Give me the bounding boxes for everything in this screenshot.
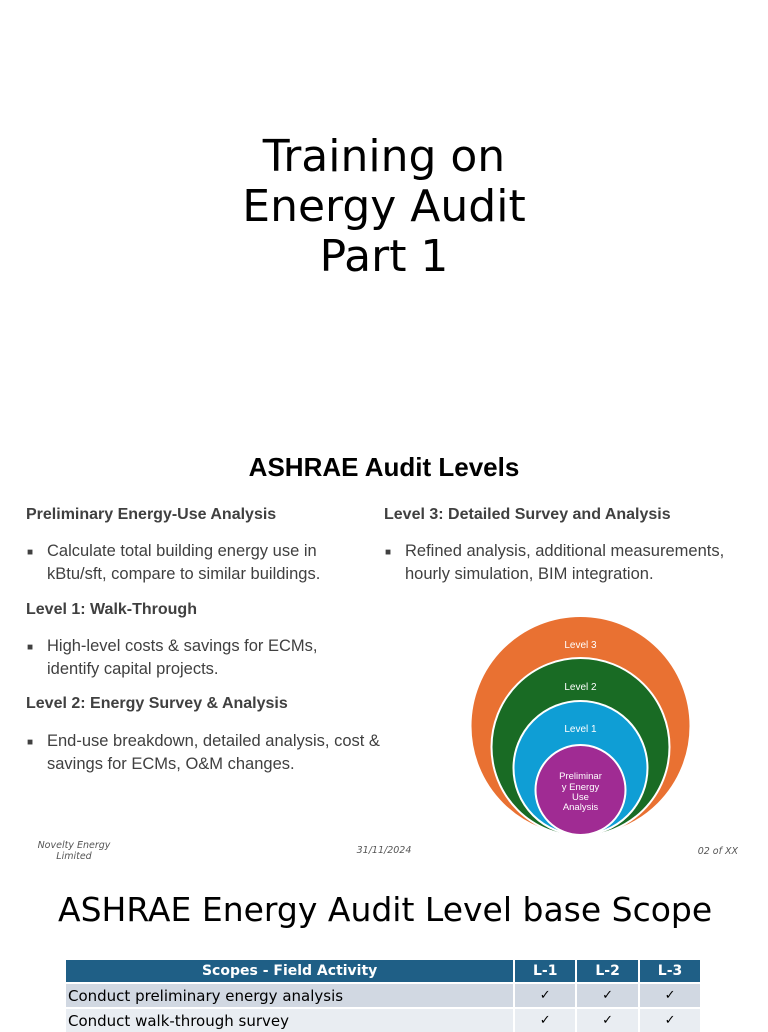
audit-levels-diagram — [466, 612, 696, 842]
check-icon: ✓ — [514, 1008, 576, 1032]
column-header: L-1 — [514, 960, 576, 983]
footer-company — [30, 840, 118, 862]
slide1-title-line: Training on — [262, 131, 506, 182]
footer-page-number: 02 of XX — [697, 846, 738, 857]
preliminary-label-line: Use — [572, 792, 589, 803]
bullet-square-icon: ■ — [385, 547, 392, 558]
check-icon: ✓ — [576, 983, 639, 1008]
footer-company-line: Novelty Energy — [37, 840, 111, 851]
slide2-title: ASHRAE Audit Levels — [248, 452, 520, 482]
scope-cell: Conduct preliminary energy analysis — [66, 983, 514, 1008]
check-icon: ✓ — [639, 1008, 701, 1032]
check-icon: ✓ — [576, 1008, 639, 1032]
bullet-preliminary — [27, 540, 352, 586]
scope-table — [66, 960, 702, 1032]
check-icon: ✓ — [514, 983, 576, 1008]
footer-date: 31/11/2024 — [356, 845, 412, 856]
slide1-title-line: Part 1 — [319, 231, 449, 282]
section-heading-level3: Level 3: Detailed Survey and Analysis — [384, 506, 671, 523]
check-icon: ✓ — [639, 983, 701, 1008]
section-heading-level2: Level 2: Energy Survey & Analysis — [26, 695, 288, 712]
preliminary-label-line: Preliminar — [559, 771, 602, 782]
scope-cell: Conduct walk-through survey — [66, 1008, 514, 1032]
level2-label: Level 2 — [564, 682, 597, 693]
bullet-level3 — [385, 540, 735, 586]
slide1-title — [0, 132, 768, 282]
footer-company-line: Limited — [56, 851, 92, 862]
table-row — [66, 983, 701, 1008]
preliminary-label-line: y Energy — [561, 782, 600, 793]
bullet-square-icon: ■ — [27, 547, 34, 558]
section-heading-level1: Level 1: Walk-Through — [26, 601, 197, 618]
table-row — [66, 1008, 701, 1032]
bullet-level2 — [27, 730, 387, 776]
section-heading-preliminary: Preliminary Energy-Use Analysis — [26, 506, 277, 523]
slide3-title: ASHRAE Energy Audit Level base Scope — [58, 890, 713, 929]
bullet-level1 — [27, 635, 347, 681]
bullet-text: End-use breakdown, detailed analysis, cost & savings for ECMs, O&M changes. — [47, 732, 380, 773]
table-header-row — [66, 960, 701, 983]
preliminary-label-line: Analysis — [562, 802, 599, 813]
column-header: L-2 — [576, 960, 639, 983]
column-header: Scopes - Field Activity — [66, 960, 514, 983]
bullet-text: Calculate total building energy use in kBtu/sft, compare to similar buildings. — [47, 542, 321, 583]
level1-label: Level 1 — [564, 724, 597, 735]
bullet-text: Refined analysis, additional measurements, hourly simulation, BIM integration. — [405, 542, 725, 583]
bullet-text: High-level costs & savings for ECMs, identify capital projects. — [47, 637, 318, 678]
bullet-square-icon: ■ — [27, 737, 34, 748]
level3-label: Level 3 — [564, 640, 597, 651]
bullet-square-icon: ■ — [27, 642, 34, 653]
slide1-title-line: Energy Audit — [242, 181, 526, 232]
column-header: L-3 — [639, 960, 701, 983]
